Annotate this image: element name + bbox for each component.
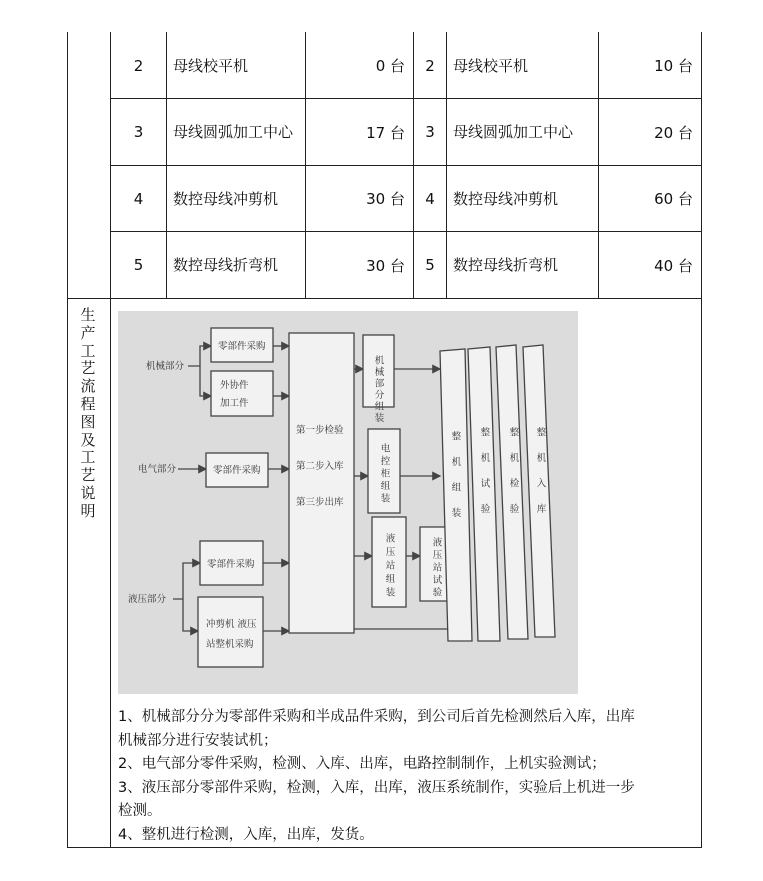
hyd-parts-text: 零部件采购 — [207, 559, 255, 570]
equipment-quantity: 30 台 — [366, 190, 405, 208]
row-number: 4 — [133, 189, 144, 208]
hyd-purchase-text-2: 站整机采购 — [206, 639, 254, 650]
row-number: 2 — [425, 56, 435, 75]
whole-inspect-text: 整机检验 — [507, 427, 519, 529]
note-line: 机械部分进行安装试机； — [118, 732, 278, 749]
hyd-station-text: 液压站组装 — [383, 533, 395, 601]
equipment-name: 数控母线折弯机 — [453, 256, 559, 274]
equipment-quantity: 10 台 — [654, 57, 693, 75]
note-line: 2、电气部分零件采购，检测、入库、出库，电路控制制作，上机实验测试； — [118, 756, 606, 772]
hyd-purchase-text-1: 冲剪机 液压 — [206, 619, 257, 630]
equipment-quantity: 40 台 — [654, 256, 693, 275]
whole-test-text: 整机试验 — [478, 427, 490, 529]
equipment-name: 母线圆弧加工中心 — [453, 123, 574, 141]
process-flowchart — [118, 311, 578, 694]
equipment-name: 数控母线冲剪机 — [173, 189, 279, 208]
note-line: 3、液压部分零部件采购，检测，入库，出库，液压系统制作，实验后上机进一步 — [118, 779, 635, 796]
flow-line — [183, 599, 198, 631]
elec-label: 电气部分 — [138, 464, 177, 475]
whole-store-text: 整机入库 — [534, 427, 546, 529]
step2-text: 第二步入库 — [296, 461, 344, 472]
equipment-name: 母线校平机 — [173, 56, 249, 75]
equipment-quantity: 60 台 — [654, 190, 693, 208]
step1-text: 第一步检验 — [296, 425, 344, 436]
flow-line — [200, 366, 211, 396]
hyd-test-text: 液压站试验 — [430, 537, 442, 600]
flow-line — [188, 346, 211, 366]
equipment-quantity: 20 台 — [654, 123, 693, 142]
row-number: 2 — [133, 56, 144, 75]
equipment-name: 数控母线冲剪机 — [453, 189, 559, 208]
flow-line — [173, 563, 200, 599]
row-number: 5 — [133, 256, 144, 274]
process-notes — [118, 706, 704, 847]
table-border-bottom — [67, 847, 702, 848]
mech-assembly-text: 机械部分组装 — [372, 355, 384, 424]
note-line: 4、整机进行检测，入库，出库，发货。 — [118, 826, 374, 843]
equipment-name: 数控母线折弯机 — [173, 256, 279, 274]
section-divider — [67, 298, 702, 299]
hyd-purchase-box — [198, 597, 263, 667]
elec-assembly-text: 电控柜组装 — [378, 443, 390, 506]
note-line: 检测。 — [118, 803, 162, 819]
mech-parts-text: 零部件采购 — [218, 341, 266, 352]
mech-label: 机械部分 — [146, 361, 185, 372]
equipment-name: 母线圆弧加工中心 — [173, 123, 294, 141]
step-box — [289, 333, 354, 633]
hyd-label: 液压部分 — [128, 594, 167, 605]
row-number: 4 — [425, 189, 435, 208]
equipment-quantity: 30 台 — [366, 256, 405, 275]
whole-assembly-text: 整机组装 — [449, 431, 461, 533]
table-border-left — [67, 32, 68, 848]
elec-parts-text: 零部件采购 — [213, 465, 261, 476]
equipment-name: 母线校平机 — [453, 56, 529, 75]
outsource-text-1: 外协件 — [220, 380, 249, 391]
outsource-text-2: 加工件 — [220, 398, 249, 409]
row-number: 3 — [425, 123, 435, 141]
process-section-label: 生产工艺流程图及工艺说明 — [80, 306, 96, 520]
row-number: 3 — [133, 123, 144, 141]
equipment-quantity: 17 台 — [366, 123, 405, 142]
outsource-box — [211, 371, 273, 416]
note-line: 1、机械部分分为零部件采购和半成品件采购，到公司后首先检测然后入库，出库 — [118, 709, 635, 725]
step3-text: 第三步出库 — [296, 497, 344, 508]
equipment-quantity: 0 台 — [375, 57, 405, 75]
row-number: 5 — [425, 256, 435, 274]
